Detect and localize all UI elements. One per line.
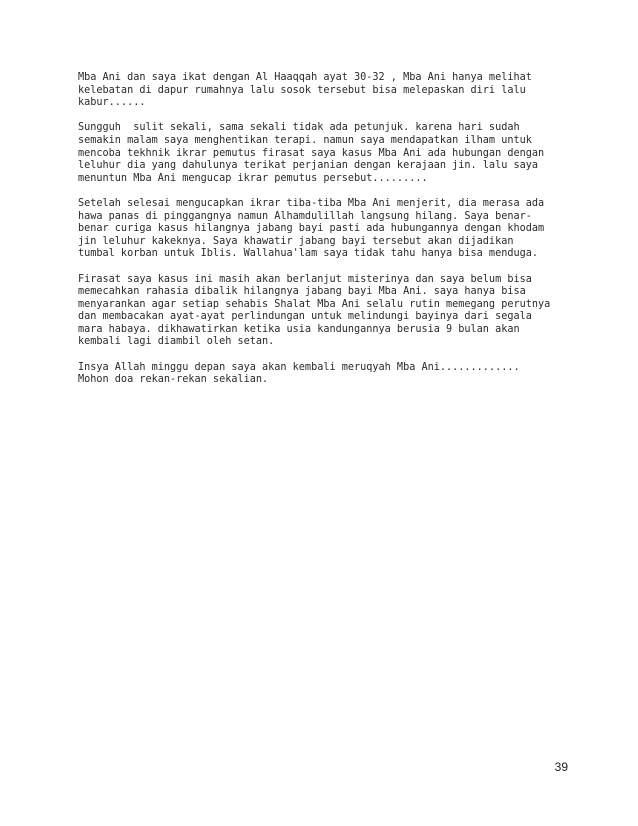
text-line: menuntun Mba Ani mengucap ikrar pemutus persebut......... [78,172,428,184]
text-line: tumbal korban untuk Iblis. Wallahua'lam saya tidak tahu hanya bisa menduga. [78,248,539,260]
text-line: Sungguh sulit sekali, sama sekali tidak ada petunjuk. karena hari sudah [78,122,520,134]
text-line: dan membacakan ayat-ayat perlindungan untuk melindungi bayinya dari segala [78,311,532,323]
text-line: mencoba tekhnik ikrar pemutus firasat saya kasus Mba Ani ada hubungan dengan [78,147,545,159]
text-line: hawa panas di pinggangnya namun Alhamdulillah langsung hilang. Saya benar- [78,210,532,222]
page-number: 39 [554,760,568,774]
paragraph-1 [78,72,568,110]
text-line: memecahkan rahasia dibalik hilangnya jabang bayi Mba Ani. saya hanya bisa [78,286,526,298]
text-line: benar curiga kasus hilangnya jabang bayi pasti ada hubungannya dengan khodam [78,223,545,235]
paragraph-2 [78,122,568,185]
text-line: leluhur dia yang dahulunya terikat perjanian dengan kerajaan jin. lalu saya [78,160,539,172]
text-line: mara habaya. dikhawatirkan ketika usia kandungannya berusia 9 bulan akan [78,323,520,335]
paragraph-5 [78,362,568,387]
paragraph-4 [78,274,568,350]
text-line: Mohon doa rekan-rekan sekalian. [78,374,269,386]
document-body [78,72,568,399]
text-line: kabur...... [78,97,146,109]
text-line: kembali lagi diambil oleh setan. [78,336,275,348]
text-line: Insya Allah minggu depan saya akan kembali meruqyah Mba Ani............. [78,361,520,373]
text-line: semakin malam saya menghentikan terapi. namun saya mendapatkan ilham untuk [78,134,532,146]
text-line: kelebatan di dapur rumahnya lalu sosok tersebut bisa melepaskan diri lalu [78,84,526,96]
paragraph-3 [78,198,568,261]
text-line: jin leluhur kakeknya. Saya khawatir jabang bayi tersebut akan dijadikan [78,235,514,247]
text-line: Mba Ani dan saya ikat dengan Al Haaqqah ayat 30-32 , Mba Ani hanya melihat [78,72,532,83]
text-line: Setelah selesai mengucapkan ikrar tiba-tiba Mba Ani menjerit, dia merasa ada [78,197,545,209]
text-line: menyarankan agar setiap sehabis Shalat Mba Ani selalu rutin memegang perutnya [78,298,551,310]
text-line: Firasat saya kasus ini masih akan berlanjut misterinya dan saya belum bisa [78,273,532,285]
